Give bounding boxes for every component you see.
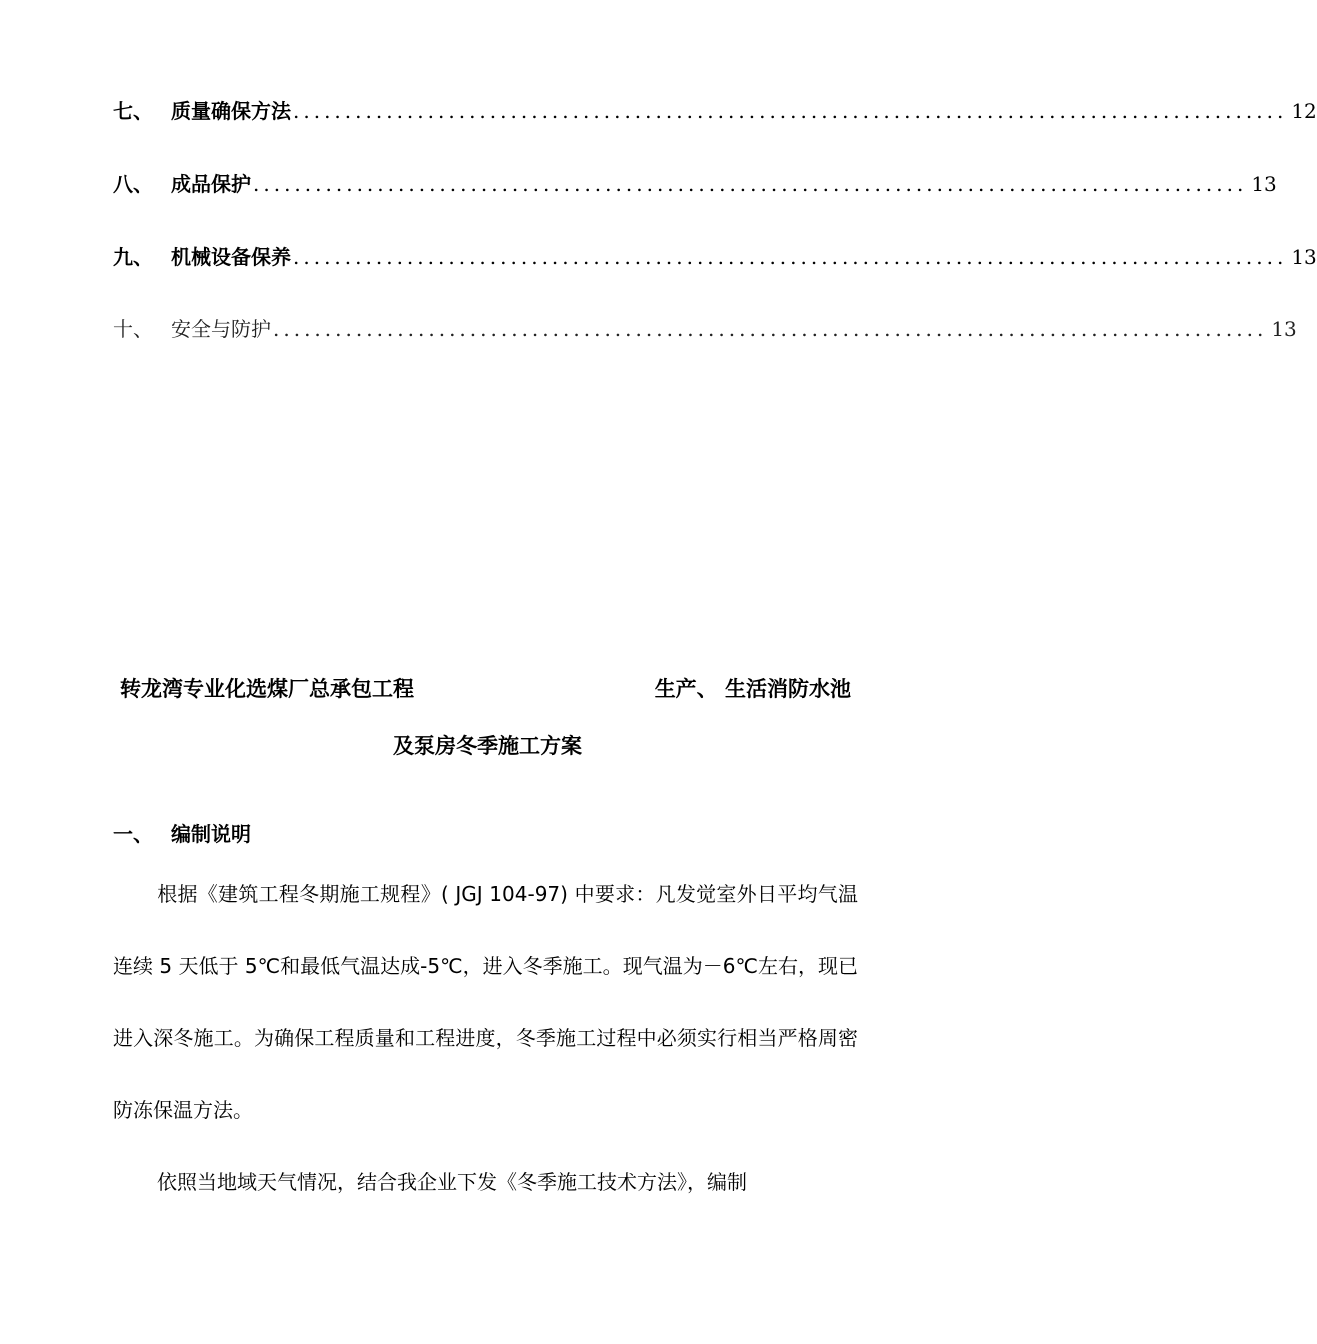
section-heading [113, 818, 251, 847]
toc-entry-9[interactable] [113, 241, 1317, 271]
toc-leader-dots: ................................................................................................ [293, 99, 1288, 123]
document-title-line-1 [120, 673, 855, 703]
toc-entry-7[interactable] [113, 95, 1317, 125]
toc-number: 八、 [113, 172, 153, 196]
toc-title: 质量确保方法 [171, 99, 291, 123]
toc-title: 成品保护 [171, 172, 251, 196]
body-paragraph-1 [113, 858, 858, 1146]
toc-leader-dots: ................................................................................................ [273, 317, 1268, 341]
toc-page-number: 12 [1291, 99, 1317, 123]
toc-leader-dots: ................................................................................................ [293, 245, 1288, 269]
toc-title: 机械设备保养 [171, 245, 291, 269]
toc-entry-10[interactable] [113, 313, 1297, 343]
toc-number: 七、 [113, 99, 153, 123]
toc-entry-8[interactable] [113, 168, 1277, 198]
section-title: 编制说明 [171, 822, 251, 846]
toc-page-number: 13 [1291, 245, 1317, 269]
toc-number: 九、 [113, 245, 153, 269]
paragraph-text: 依照当地域天气情况，结合我企业下发《冬季施工技术方法》，编制 [157, 1170, 747, 1194]
title-facility-name: 生产、 生活消防水池 [654, 677, 851, 701]
paragraph-text: 根据《建筑工程冬期施工规程》( JGJ 104-97) 中要求：凡发觉室外日平均气温连续 5 天低于 5℃和最低气温达成-5℃，进入冬季施工。现气温为－6℃左右，现已进入深冬施工。为确保工程质量和工程进度，冬季施工过程中必须实行相当严格周密防冻保温方法。 [113, 882, 858, 1122]
toc-page-number: 13 [1251, 172, 1277, 196]
toc-title: 安全与防护 [171, 317, 271, 341]
toc-page-number: 13 [1271, 317, 1297, 341]
toc-number: 十、 [113, 317, 153, 341]
section-number: 一、 [113, 822, 153, 846]
title-project-name: 转龙湾专业化选煤厂总承包工程 [120, 677, 414, 701]
body-paragraph-2 [113, 1146, 858, 1218]
document-title-line-2: 及泵房冬季施工方案 [393, 734, 582, 758]
toc-leader-dots: ................................................................................................ [253, 172, 1248, 196]
